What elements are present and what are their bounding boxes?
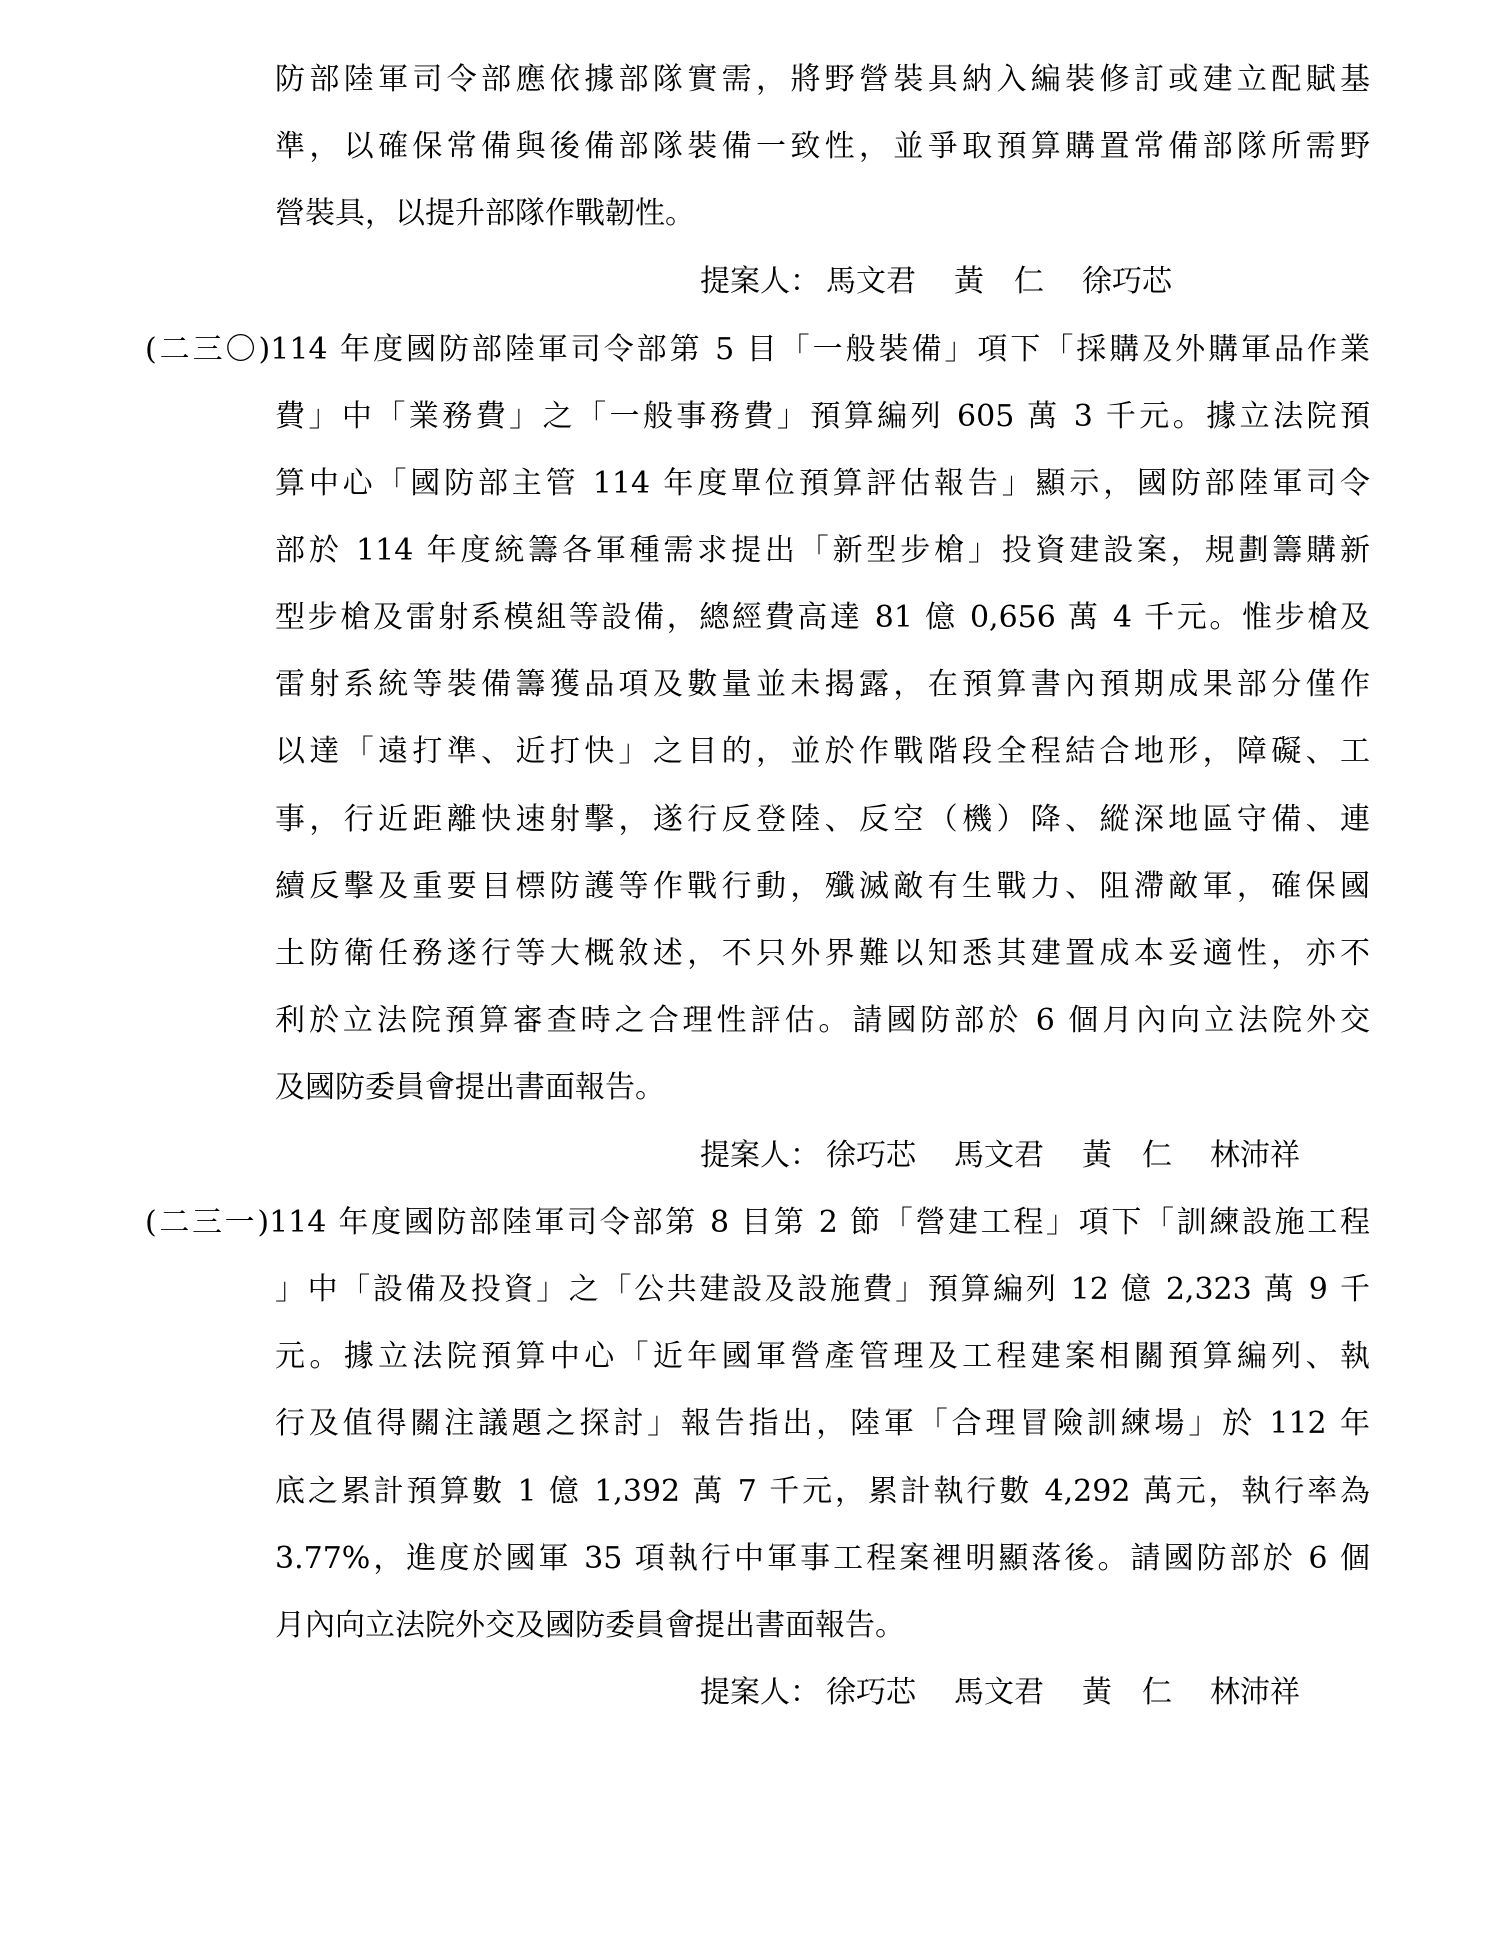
intro-line-2: 準，以確保常備與後備部隊裝備一致性，並爭取預算購置常備部隊所需野 (275, 129, 1370, 164)
proposer-name: 馬文君 (954, 1675, 1044, 1710)
item-230-line-5: 型步槍及雷射系模組等設備，總經費高達 81 億 0,656 萬 4 千元。惟步槍及 (275, 600, 1370, 635)
item-230-line-7: 以達「遠打準、近打快」之目的，並於作戰階段全程結合地形，障礙、工 (275, 734, 1370, 769)
item-230-line-11: 利於立法院預算審查時之合理性評估。請國防部於 6 個月內向立法院外交 (275, 1003, 1370, 1038)
proposer-label: 提案人： (700, 1675, 820, 1710)
item-230-line-1 (145, 330, 1370, 370)
item-230-line-4: 部於 114 年度統籌各軍種需求提出「新型步槍」投資建設案，規劃籌購新 (275, 533, 1370, 568)
item-230-line-6: 雷射系統等裝備籌獲品項及數量並未揭露，在預算書內預期成果部分僅作 (275, 667, 1370, 702)
item-231-line-1 (145, 1203, 1370, 1243)
item-230-first-text: 114 年度國防部陸軍司令部第 5 目「一般裝備」項下「採購及外購軍品作業 (270, 332, 1370, 367)
intro-line-3: 營裝具，以提升部隊作戰韌性。 (275, 196, 695, 231)
intro-line-1: 防部陸軍司令部應依據部隊實需，將野營裝具納入編裝修訂或建立配賦基 (275, 62, 1370, 97)
item-230-number: (二三〇) (145, 332, 271, 367)
item-231-line-3: 元。據立法院預算中心「近年國軍營產管理及工程建案相關預算編列、執 (275, 1339, 1370, 1374)
item-230-line-10: 土防衛任務遂行等大概敘述，不只外界難以知悉其建置成本妥適性，亦不 (275, 936, 1370, 971)
proposer-name: 徐巧芯 (826, 1675, 916, 1710)
proposer-name: 林沛祥 (1210, 1675, 1300, 1710)
proposer-label: 提案人： (700, 1138, 820, 1173)
item-231-line-2: 」中「設備及投資」之「公共建設及設施費」預算編列 12 億 2,323 萬 9 千 (275, 1272, 1370, 1307)
proposer-name: 黃 仁 (1082, 1138, 1172, 1173)
proposer-name: 馬文君 (826, 264, 916, 299)
item-231-line-5: 底之累計預算數 1 億 1,392 萬 7 千元，累計執行數 4,292 萬元，執行率為 (275, 1474, 1370, 1509)
item-231-line-7: 月內向立法院外交及國防委員會提出書面報告。 (275, 1608, 905, 1643)
item-231-line-6: 3.77%，進度於國軍 35 項執行中軍事工程案裡明顯落後。請國防部於 6 個 (275, 1541, 1370, 1576)
item-230-line-3: 算中心「國防部主管 114 年度單位預算評估報告」顯示，國防部陸軍司令 (275, 466, 1370, 501)
item-231-first-text: 114 年度國防部陸軍司令部第 8 目第 2 節「營建工程」項下「訓練設施工程 (269, 1205, 1370, 1240)
item-230-line-2: 費」中「業務費」之「一般事務費」預算編列 605 萬 3 千元。據立法院預 (275, 399, 1370, 434)
item-230-proposer-line (700, 1136, 1338, 1176)
proposer-name: 馬文君 (954, 1138, 1044, 1173)
proposer-label: 提案人： (700, 264, 820, 299)
item-230-line-8: 事，行近距離快速射擊，遂行反登陸、反空（機）降、縱深地區守備、連 (275, 802, 1370, 837)
item-231-number: (二三一) (145, 1205, 270, 1240)
proposer-name: 徐巧芯 (826, 1138, 916, 1173)
intro-proposer-line (700, 262, 1210, 302)
proposer-name: 黃 仁 (954, 264, 1044, 299)
proposer-name: 徐巧芯 (1082, 264, 1172, 299)
item-231-line-4: 行及值得關注議題之探討」報告指出，陸軍「合理冒險訓練場」於 112 年 (275, 1406, 1370, 1441)
item-230-line-12: 及國防委員會提出書面報告。 (275, 1070, 665, 1105)
proposer-name: 林沛祥 (1210, 1138, 1300, 1173)
proposer-name: 黃 仁 (1082, 1675, 1172, 1710)
item-231-proposer-line (700, 1673, 1338, 1713)
item-230-line-9: 續反擊及重要目標防護等作戰行動，殲滅敵有生戰力、阻滯敵軍，確保國 (275, 869, 1370, 904)
